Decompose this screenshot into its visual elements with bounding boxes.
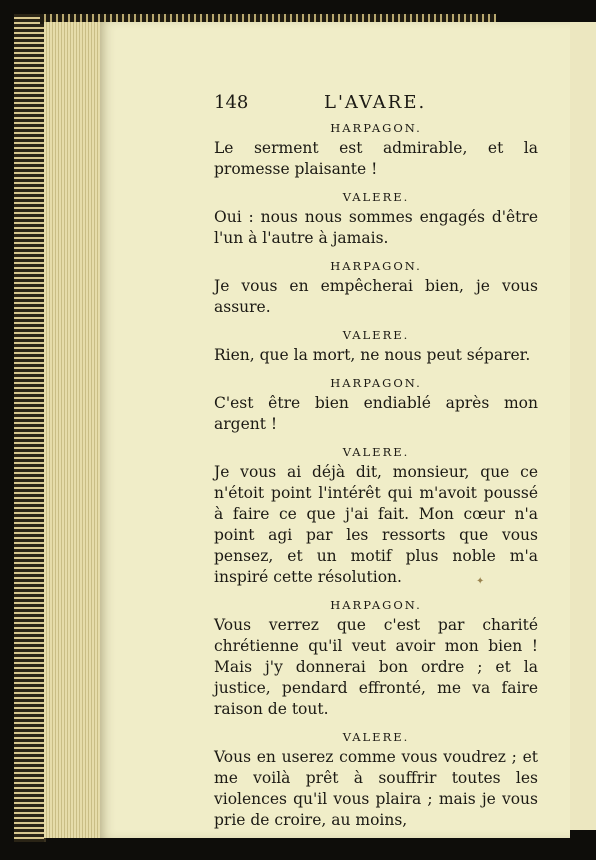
speech-text: Oui : nous nous sommes engagés d'être l'un à l'autre à jamais. [214, 208, 538, 247]
running-title: L'AVARE. [324, 92, 427, 113]
speaker-name: VALERE. [342, 445, 410, 459]
speaker-name: VALERE. [342, 730, 410, 744]
facing-page-edge [566, 22, 596, 830]
pencil-mark-icon: ✦ [476, 576, 485, 587]
speech-text: C'est être bien endiablé après mon argent ! [214, 394, 538, 433]
speaker-name: HARPAGON. [330, 598, 422, 612]
page-header [214, 92, 538, 118]
speech-text: Je vous en empêcherai bien, je vous assure. [214, 277, 538, 316]
speech-text: Rien, que la mort, ne nous peut séparer. [214, 346, 531, 364]
speech-text: Le serment est admirable, et la promesse plaisante ! [214, 139, 538, 178]
book-spine-binding [14, 14, 46, 842]
speaker-name: VALERE. [342, 328, 410, 342]
speech-text: Je vous ai déjà dit, monsieur, que ce n'étoit point l'intérêt qui m'avoit poussé à faire ce que j'ai fait. Mon cœur n'a point agi par les ressorts que vous pensez, et un motif plus noble m'a inspiré cette résolution. [214, 463, 538, 586]
speech-text: Vous en userez comme vous voudrez ; et me voilà prêt à souffrir toutes les violences qu'il vous plaira ; mais je vous prie de croire, au moins, [214, 748, 538, 829]
page-number: 148 [214, 92, 249, 113]
page-edges [44, 22, 104, 838]
speaker-name: HARPAGON. [330, 121, 422, 135]
speaker-name: HARPAGON. [330, 259, 422, 273]
speech-text: Vous verrez que c'est par charité chrétienne qu'il veut avoir mon bien ! Mais j'y donnerai bon ordre ; et la justice, pendard effronté, me va faire raison de tout. [214, 616, 538, 718]
speaker-name: VALERE. [342, 190, 410, 204]
speaker-name: HARPAGON. [330, 376, 422, 390]
page-text-block [214, 92, 538, 838]
